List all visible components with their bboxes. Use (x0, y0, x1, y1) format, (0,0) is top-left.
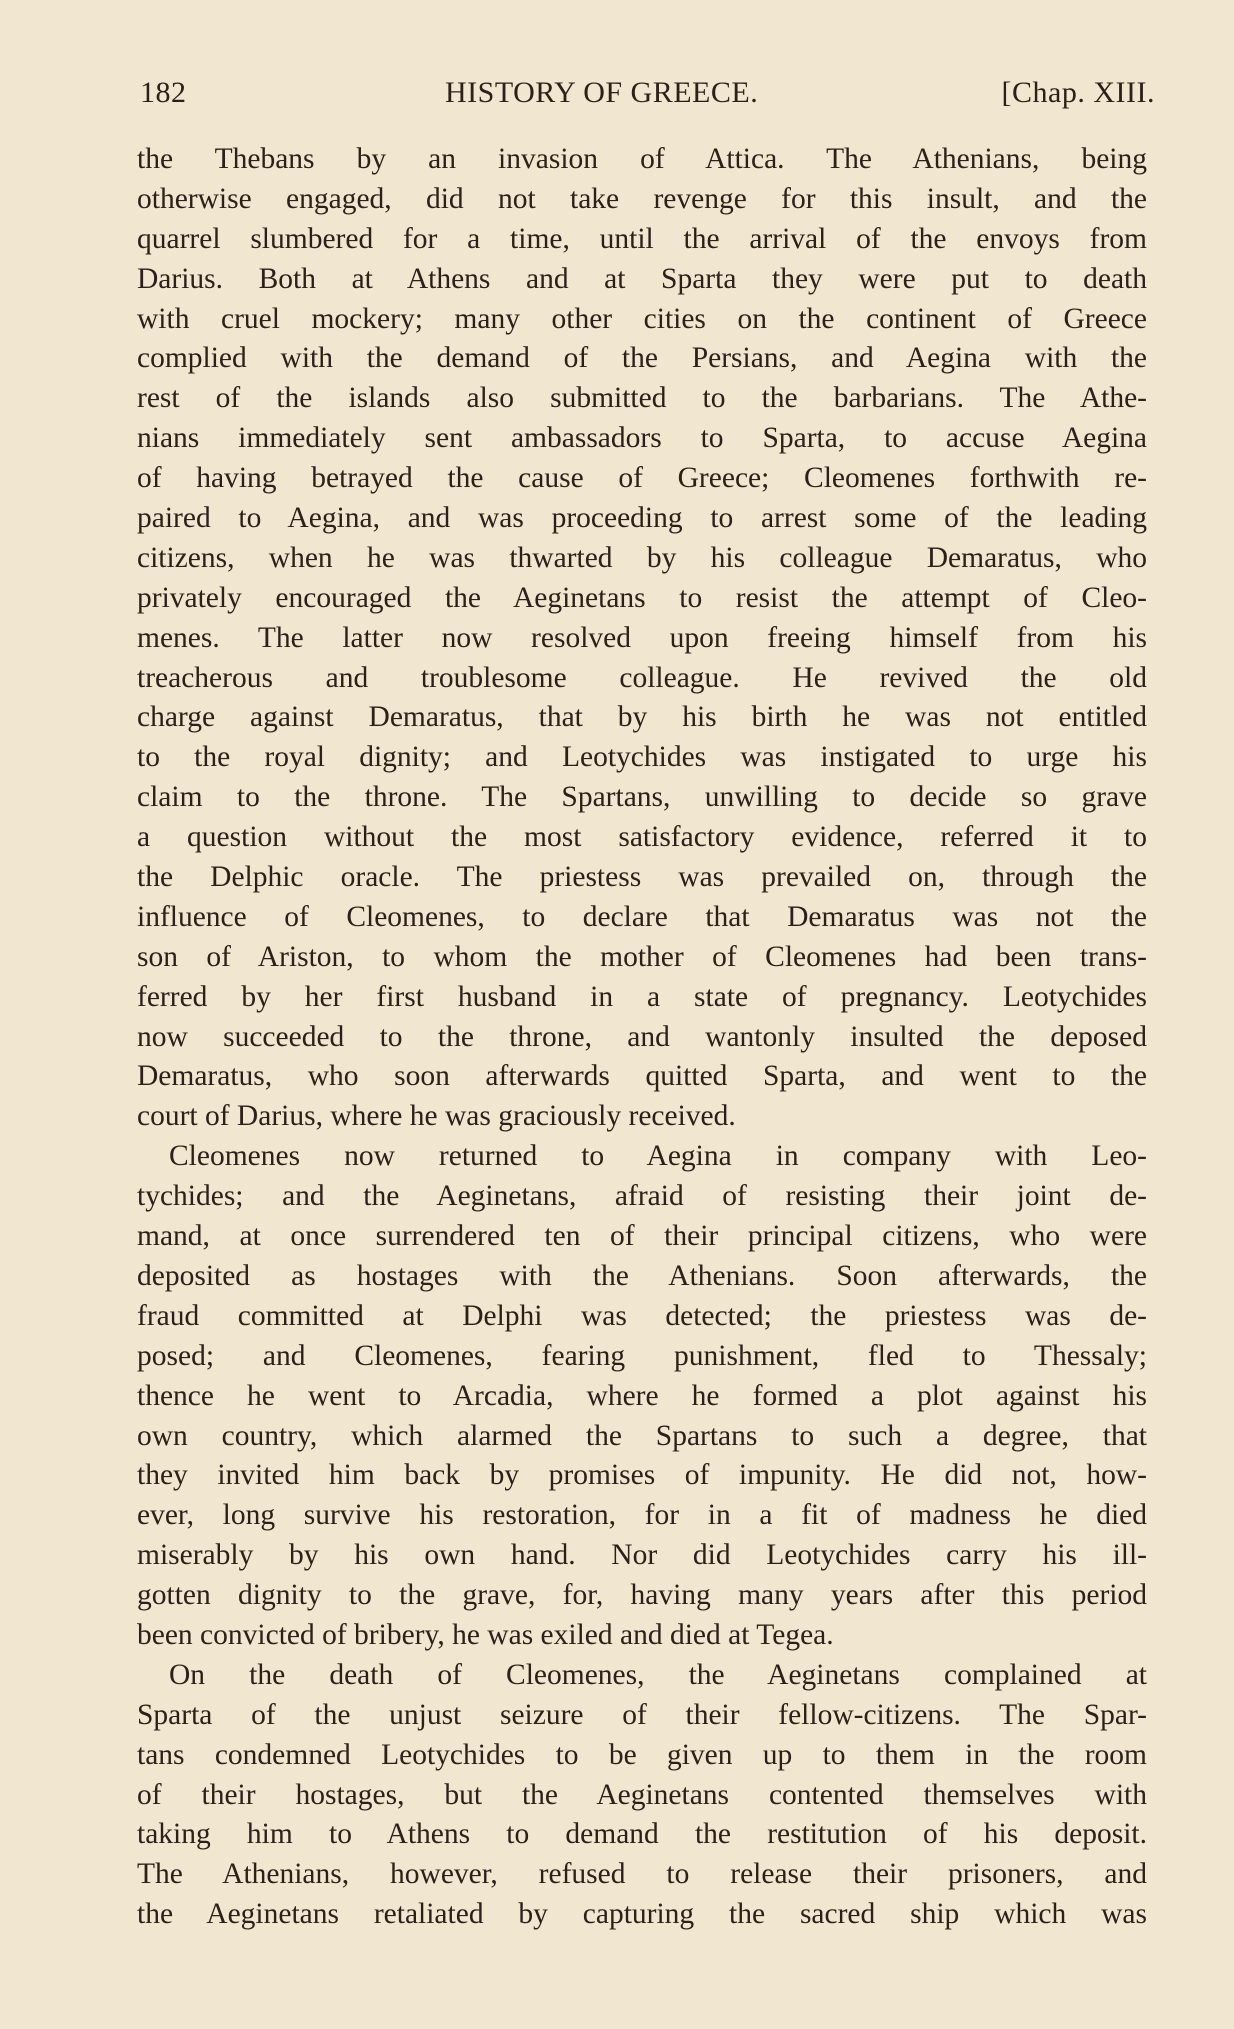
chapter-label: [Chap. XIII. (1001, 76, 1155, 109)
text-line: tychides; and the Aeginetans, afraid of resisting their joint de- (137, 1180, 1147, 1213)
text-line: gotten dignity to the grave, for, having many years after this period (137, 1579, 1147, 1612)
text-line: privately encouraged the Aeginetans to resist the attempt of Cleo- (137, 581, 1147, 614)
body-text (137, 140, 1147, 1935)
text-line: rest of the islands also submitted to the barbarians. The Athe- (137, 382, 1147, 415)
text-line: Darius. Both at Athens and at Sparta they were put to death (137, 262, 1147, 295)
text-line: quarrel slumbered for a time, until the arrival of the envoys from (137, 222, 1147, 255)
book-title: HISTORY OF GREECE. (445, 76, 759, 109)
text-line: influence of Cleomenes, to declare that Demaratus was not the (137, 900, 1147, 933)
text-line: Sparta of the unjust seizure of their fellow-citizens. The Spar- (137, 1698, 1147, 1731)
text-line: Demaratus, who soon afterwards quitted Sparta, and went to the (137, 1060, 1147, 1093)
text-line: own country, which alarmed the Spartans to such a degree, that (137, 1419, 1147, 1452)
text-line: been convicted of bribery, he was exiled and died at Tegea. (137, 1618, 834, 1651)
text-line: they invited him back by promises of impunity. He did not, how- (137, 1459, 1147, 1492)
text-line: ferred by her first husband in a state of pregnancy. Leotychides (137, 980, 1147, 1013)
text-line: claim to the throne. The Spartans, unwilling to decide so grave (137, 781, 1147, 814)
text-line: menes. The latter now resolved upon freeing himself from his (137, 621, 1147, 654)
text-line: miserably by his own hand. Nor did Leotychides carry his ill- (137, 1539, 1147, 1572)
text-line: ever, long survive his restoration, for in a fit of madness he died (137, 1499, 1147, 1532)
text-line: charge against Demaratus, that by his birth he was not entitled (137, 701, 1147, 734)
text-line: thence he went to Arcadia, where he formed a plot against his (137, 1379, 1147, 1412)
text-line: mand, at once surrendered ten of their principal citizens, who were (137, 1220, 1147, 1253)
running-head (140, 76, 1155, 116)
text-line: now succeeded to the throne, and wantonly insulted the deposed (137, 1020, 1147, 1053)
text-line: a question without the most satisfactory evidence, referred it to (137, 821, 1147, 854)
text-line: tans condemned Leotychides to be given up to them in the room (137, 1738, 1147, 1771)
text-line: Cleomenes now returned to Aegina in company with Leo- (169, 1140, 1147, 1173)
page-number: 182 (140, 76, 187, 109)
text-line: with cruel mockery; many other cities on the continent of Greece (137, 302, 1147, 335)
text-line: paired to Aegina, and was proceeding to arrest some of the leading (137, 502, 1147, 535)
text-line: complied with the demand of the Persians, and Aegina with the (137, 342, 1147, 375)
text-line: to the royal dignity; and Leotychides was instigated to urge his (137, 741, 1147, 774)
text-line: court of Darius, where he was graciously received. (137, 1100, 736, 1133)
text-line: son of Ariston, to whom the mother of Cleomenes had been trans- (137, 940, 1147, 973)
text-line: of having betrayed the cause of Greece; Cleomenes forthwith re- (137, 462, 1147, 495)
text-line: otherwise engaged, did not take revenge for this insult, and the (137, 182, 1147, 215)
text-line: the Delphic oracle. The priestess was prevailed on, through the (137, 861, 1147, 894)
text-line: posed; and Cleomenes, fearing punishment, fled to Thessaly; (137, 1339, 1147, 1372)
text-line: The Athenians, however, refused to release their prisoners, and (137, 1858, 1147, 1891)
text-line: On the death of Cleomenes, the Aeginetans complained at (169, 1658, 1147, 1691)
text-line: nians immediately sent ambassadors to Sparta, to accuse Aegina (137, 422, 1147, 455)
text-line: the Thebans by an invasion of Attica. The Athenians, being (137, 143, 1147, 175)
text-line: treacherous and troublesome colleague. He revived the old (137, 661, 1147, 694)
text-line: the Aeginetans retaliated by capturing the sacred ship which was (137, 1898, 1147, 1931)
text-line: deposited as hostages with the Athenians. Soon afterwards, the (137, 1259, 1147, 1292)
text-line: citizens, when he was thwarted by his colleague Demaratus, who (137, 541, 1147, 574)
text-line: fraud committed at Delphi was detected; the priestess was de- (137, 1299, 1147, 1332)
text-line: taking him to Athens to demand the restitution of his deposit. (137, 1818, 1147, 1851)
text-line: of their hostages, but the Aeginetans contented themselves with (137, 1778, 1147, 1811)
